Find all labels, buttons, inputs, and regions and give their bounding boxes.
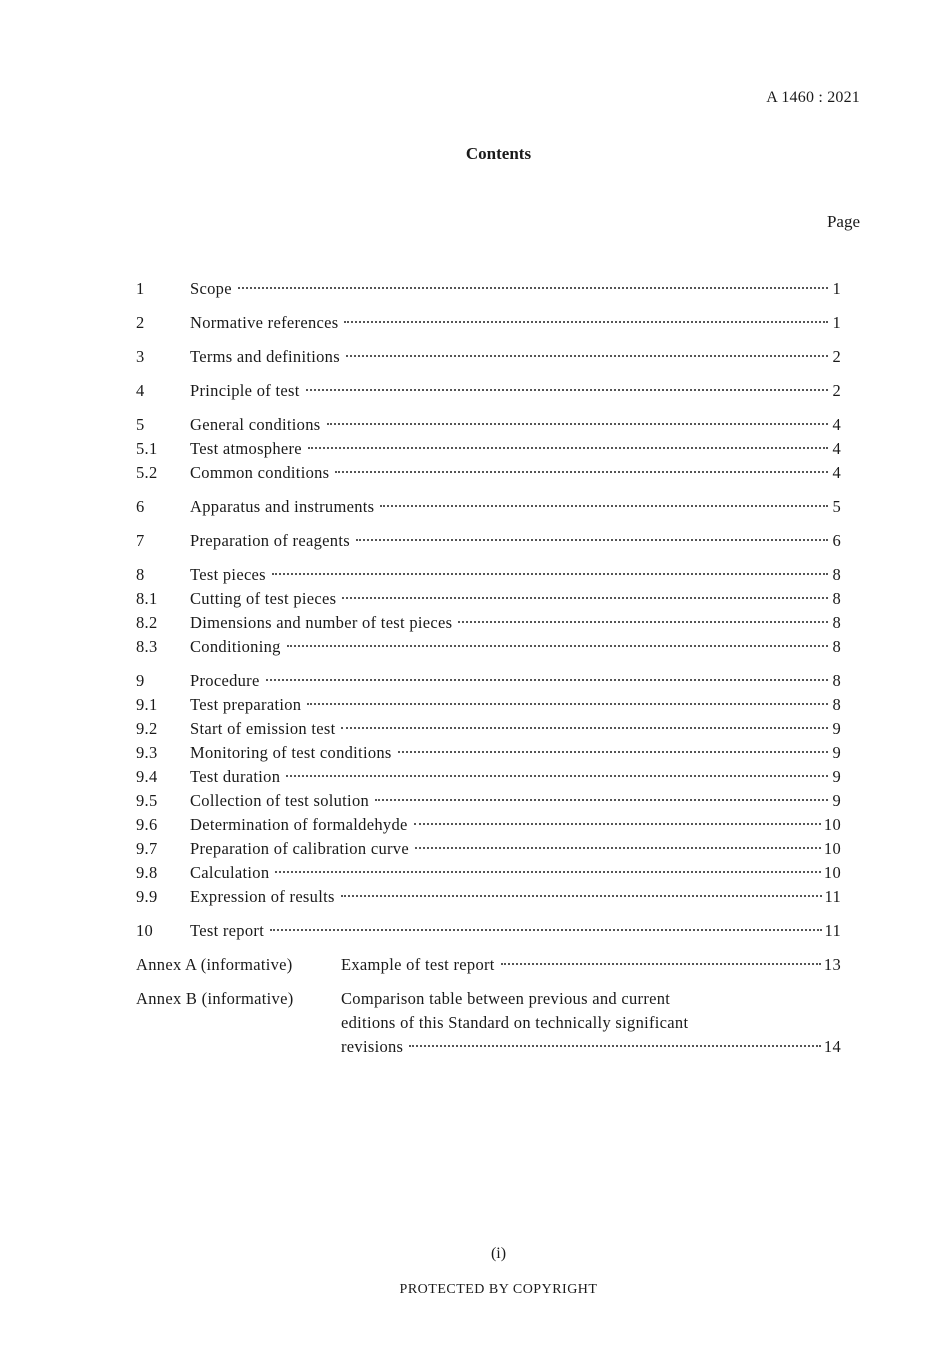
toc-entry-page: 8 — [832, 565, 841, 584]
toc-entry-number: 8 — [136, 565, 145, 584]
leader-dots — [307, 703, 828, 705]
toc-entry[interactable] — [136, 693, 841, 717]
toc-entry-page: 4 — [832, 415, 841, 434]
toc-entry-number: 8.2 — [136, 613, 158, 632]
annex-entry[interactable] — [136, 987, 841, 1059]
toc-entry-number: 9.8 — [136, 863, 158, 882]
toc-entry-label: Preparation of reagents — [190, 531, 350, 550]
leader-dots — [272, 573, 828, 575]
toc-entry[interactable] — [136, 379, 841, 403]
annex-title-line: editions of this Standard on technically significant — [341, 1013, 689, 1032]
toc-entry-label: Preparation of calibration curve — [190, 839, 409, 858]
toc-entry-label: Terms and definitions — [190, 347, 340, 366]
toc-entry-page: 8 — [832, 637, 841, 656]
leader-dots — [286, 775, 828, 777]
toc-entry[interactable] — [136, 587, 841, 611]
toc-entry[interactable] — [136, 413, 841, 437]
toc-entry-number: 10 — [136, 921, 154, 940]
toc-entry[interactable] — [136, 861, 841, 885]
annex-title-line: Comparison table between previous and current — [341, 989, 671, 1008]
annex-page: 13 — [823, 955, 841, 974]
leader-dots — [306, 389, 828, 391]
toc-entry-label: Scope — [190, 279, 232, 298]
toc-entry-label: Monitoring of test conditions — [190, 743, 392, 762]
toc-entry-page: 6 — [832, 531, 841, 550]
leader-dots — [342, 597, 828, 599]
leader-dots — [398, 751, 828, 753]
toc-entry-page: 9 — [832, 743, 841, 762]
leader-dots — [344, 321, 828, 323]
toc-entry-number: 3 — [136, 347, 145, 366]
leader-dots — [327, 423, 829, 425]
toc-entry-label: Cutting of test pieces — [190, 589, 337, 608]
toc-entry-page: 10 — [823, 815, 841, 834]
toc-entry[interactable] — [136, 919, 841, 943]
toc-entry-page: 10 — [823, 839, 841, 858]
toc-entry-page: 1 — [832, 313, 841, 332]
toc-entry-number: 2 — [136, 313, 145, 332]
toc-entry-page: 8 — [832, 589, 841, 608]
leader-dots — [414, 823, 821, 825]
toc-entry-page: 9 — [832, 767, 841, 786]
toc-entry-number: 9.4 — [136, 767, 158, 786]
toc-entry[interactable] — [136, 495, 841, 519]
leader-dots — [341, 727, 828, 729]
leader-dots — [308, 447, 828, 449]
footer-page-number: (i) — [490, 1245, 507, 1262]
toc-entry-label: Collection of test solution — [190, 791, 370, 810]
toc-entry-page: 4 — [832, 439, 841, 458]
toc-entry-number: 9.2 — [136, 719, 158, 738]
leader-dots — [346, 355, 828, 357]
toc-entry-number: 9.7 — [136, 839, 158, 858]
leader-dots — [341, 895, 822, 897]
toc-entry-label: Test duration — [190, 767, 281, 786]
toc-entry-number: 9 — [136, 671, 145, 690]
toc-entry[interactable] — [136, 311, 841, 335]
toc-entry-number: 9.9 — [136, 887, 158, 906]
toc-entry-label: Test atmosphere — [190, 439, 302, 458]
leader-dots — [409, 1045, 821, 1047]
toc-entry-label: Common conditions — [190, 463, 330, 482]
annex-title-text: Example of test report — [341, 955, 495, 974]
toc-entry-page: 4 — [832, 463, 841, 482]
toc-entry-number: 9.3 — [136, 743, 158, 762]
toc-entry[interactable] — [136, 789, 841, 813]
toc-entry-label: Test report — [190, 921, 265, 940]
annex-entry[interactable] — [136, 953, 841, 977]
toc-entry[interactable] — [136, 635, 841, 659]
page-column-heading: Page — [826, 212, 860, 231]
leader-dots — [375, 799, 828, 801]
toc-entry-page: 8 — [832, 671, 841, 690]
toc-entry-label: General conditions — [190, 415, 321, 434]
annex-title-block — [341, 953, 841, 977]
toc-entry-page: 10 — [823, 863, 841, 882]
toc-entry-page: 8 — [832, 695, 841, 714]
toc-entry-number: 5 — [136, 415, 145, 434]
leader-dots — [356, 539, 828, 541]
toc-entry[interactable] — [136, 669, 841, 693]
toc-entry-page: 2 — [832, 381, 841, 400]
leader-dots — [335, 471, 828, 473]
toc-entry-page: 2 — [832, 347, 841, 366]
table-of-contents — [136, 277, 841, 1059]
toc-entry-number: 9.1 — [136, 695, 158, 714]
toc-entry-page: 5 — [832, 497, 841, 516]
copyright-notice: PROTECTED BY COPYRIGHT — [399, 1282, 598, 1297]
leader-dots — [458, 621, 828, 623]
toc-entry-number: 8.1 — [136, 589, 158, 608]
toc-entry-page: 11 — [824, 887, 841, 906]
toc-entry-number: 9.5 — [136, 791, 158, 810]
toc-entry[interactable] — [136, 611, 841, 635]
toc-entry-label: Normative references — [190, 313, 339, 332]
toc-entry-label: Calculation — [190, 863, 270, 882]
toc-entry-number: 1 — [136, 279, 145, 298]
toc-entry[interactable] — [136, 717, 841, 741]
document-code: A 1460 : 2021 — [766, 89, 860, 106]
toc-entry-number: 6 — [136, 497, 145, 516]
annex-page: 14 — [823, 1037, 841, 1056]
toc-entry[interactable] — [136, 277, 841, 301]
toc-entry-label: Determination of formaldehyde — [190, 815, 408, 834]
annex-title-last-line — [341, 1035, 841, 1059]
leader-dots — [238, 287, 828, 289]
toc-entry[interactable] — [136, 765, 841, 789]
annex-label: Annex B (informative) — [136, 989, 294, 1008]
toc-entry-label: Start of emission test — [190, 719, 336, 738]
toc-entry-page: 9 — [832, 719, 841, 738]
toc-entry-label: Dimensions and number of test pieces — [190, 613, 453, 632]
toc-entry-page: 11 — [824, 921, 841, 940]
toc-entry[interactable] — [136, 885, 841, 909]
leader-dots — [270, 929, 821, 931]
toc-entry[interactable] — [136, 437, 841, 461]
toc-entry[interactable] — [136, 741, 841, 765]
annex-title-text: revisions — [341, 1037, 404, 1056]
toc-entry-number: 7 — [136, 531, 145, 550]
toc-entry-label: Principle of test — [190, 381, 300, 400]
toc-entry-label: Conditioning — [190, 637, 281, 656]
toc-entry[interactable] — [136, 813, 841, 837]
toc-entry-page: 9 — [832, 791, 841, 810]
annex-title-last-line — [341, 953, 841, 977]
toc-entry[interactable] — [136, 837, 841, 861]
toc-entry-page: 8 — [832, 613, 841, 632]
toc-entry-number: 4 — [136, 381, 145, 400]
toc-entry-number: 8.3 — [136, 637, 158, 656]
leader-dots — [266, 679, 828, 681]
toc-entry[interactable] — [136, 461, 841, 485]
leader-dots — [287, 645, 828, 647]
toc-entry-label: Test pieces — [190, 565, 266, 584]
leader-dots — [501, 963, 821, 965]
toc-entry-page: 1 — [832, 279, 841, 298]
toc-entry-number: 5.1 — [136, 439, 158, 458]
toc-entry[interactable] — [136, 345, 841, 369]
leader-dots — [415, 847, 821, 849]
toc-entry-label: Expression of results — [190, 887, 335, 906]
leader-dots — [380, 505, 828, 507]
toc-entry[interactable] — [136, 563, 841, 587]
toc-entry-number: 9.6 — [136, 815, 158, 834]
toc-entry-label: Test preparation — [190, 695, 302, 714]
leader-dots — [275, 871, 821, 873]
annex-title-block — [341, 987, 841, 1059]
toc-entry-label: Apparatus and instruments — [190, 497, 375, 516]
toc-entry-label: Procedure — [190, 671, 260, 690]
page-title: Contents — [465, 144, 532, 163]
toc-entry-number: 5.2 — [136, 463, 158, 482]
annex-label: Annex A (informative) — [136, 955, 293, 974]
toc-entry[interactable] — [136, 529, 841, 553]
